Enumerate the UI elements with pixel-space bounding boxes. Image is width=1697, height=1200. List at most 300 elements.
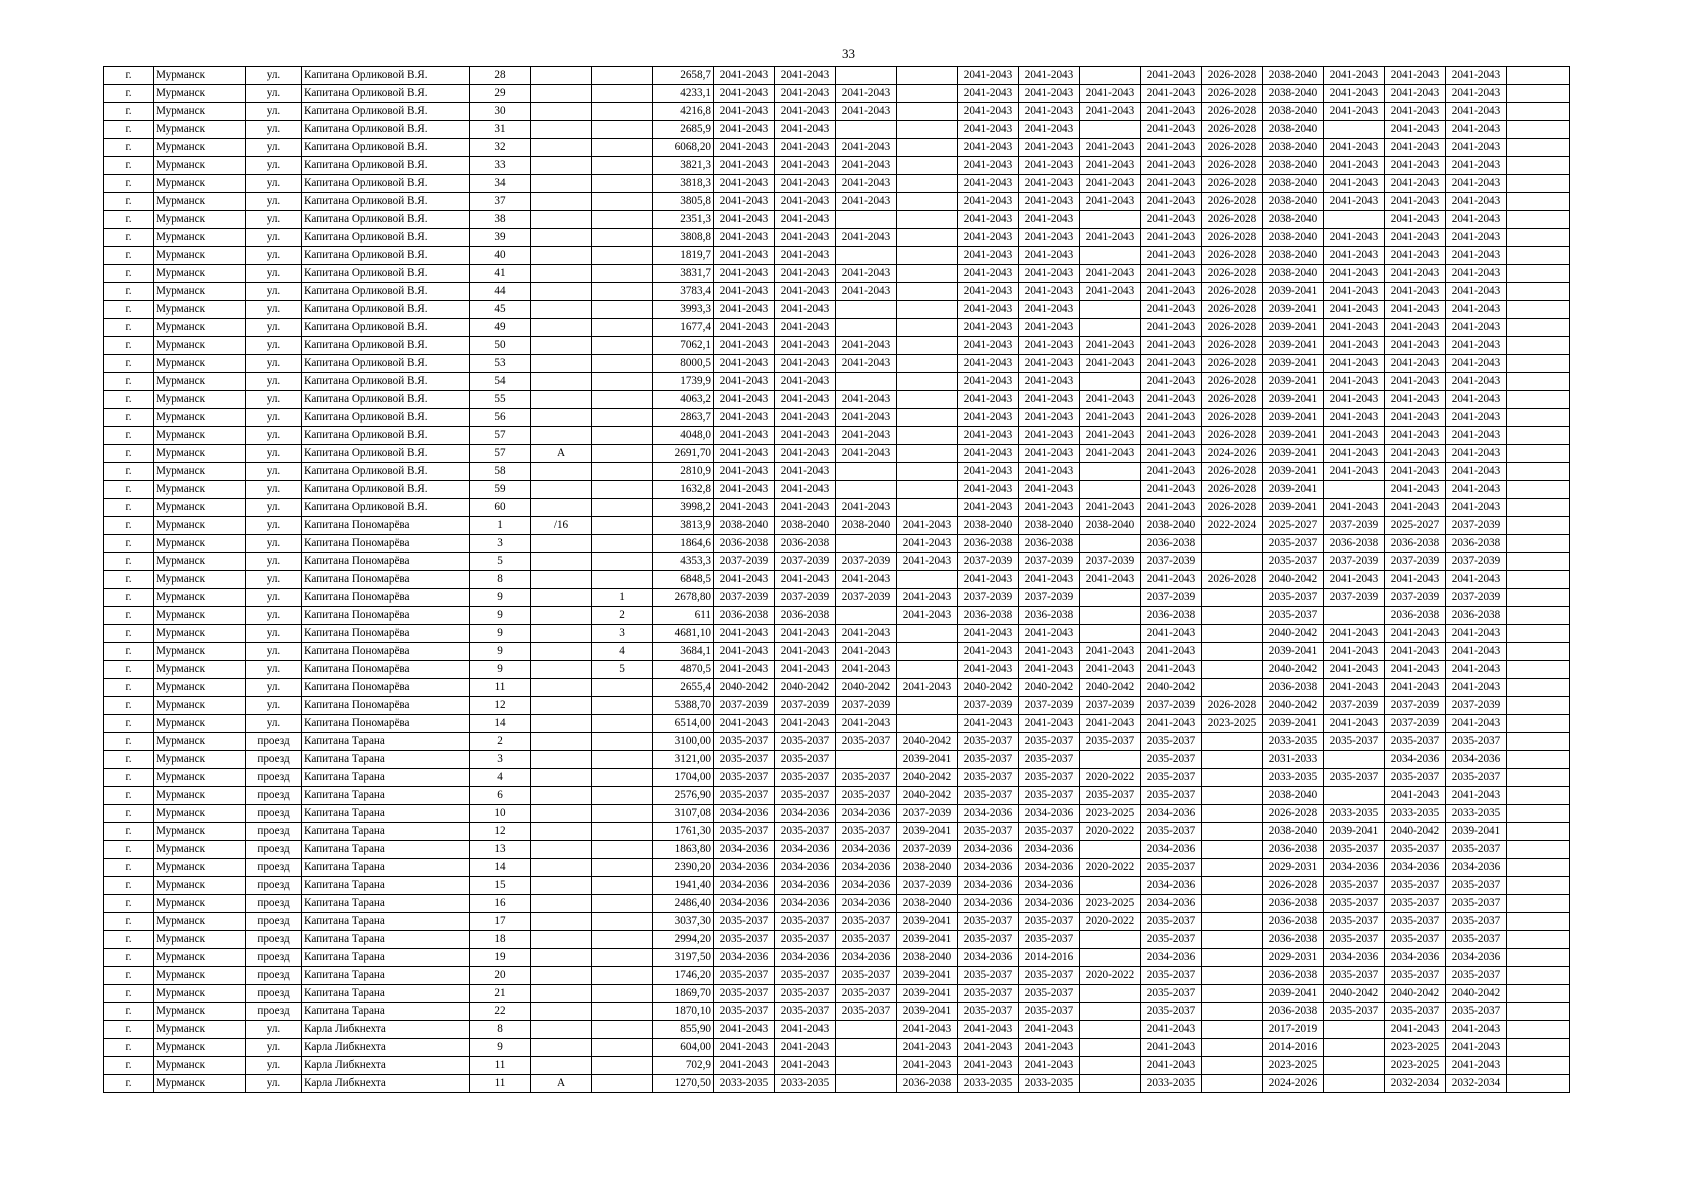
city-type-cell: г. — [104, 211, 154, 229]
repair-period-cell: 2034-2036 — [1019, 895, 1080, 913]
repair-period-cell: 2041-2043 — [1385, 661, 1446, 679]
area-cell: 1941,40 — [653, 877, 714, 895]
repair-period-cell — [1202, 949, 1263, 967]
repair-period-cell: 2041-2043 — [1446, 427, 1507, 445]
repair-period-cell: 2041-2043 — [958, 355, 1019, 373]
repair-period-cell: 2041-2043 — [714, 625, 775, 643]
repair-period-cell: 2035-2037 — [1446, 733, 1507, 751]
repair-period-cell: 2039-2041 — [1263, 319, 1324, 337]
repair-period-cell — [836, 67, 897, 85]
city-name-cell: Мурманск — [154, 571, 246, 589]
repair-period-cell: 2036-2038 — [775, 607, 836, 625]
repair-period-cell: 2038-2040 — [1263, 193, 1324, 211]
repair-period-cell — [1507, 391, 1570, 409]
repair-period-cell — [1507, 553, 1570, 571]
repair-period-cell: 2041-2043 — [1141, 1021, 1202, 1039]
building-number-cell — [592, 985, 653, 1003]
repair-period-cell: 2034-2036 — [1141, 949, 1202, 967]
repair-period-cell: 2035-2037 — [836, 733, 897, 751]
house-number-cell: 12 — [470, 697, 531, 715]
repair-period-cell: 2020-2022 — [1080, 859, 1141, 877]
repair-period-cell: 2037-2039 — [1019, 553, 1080, 571]
house-number-cell: 30 — [470, 103, 531, 121]
repair-period-cell: 2041-2043 — [1324, 175, 1385, 193]
repair-period-cell: 2041-2043 — [1141, 301, 1202, 319]
repair-period-cell: 2041-2043 — [1141, 337, 1202, 355]
area-cell: 1739,9 — [653, 373, 714, 391]
street-type-cell: ул. — [246, 445, 302, 463]
repair-period-cell: 2034-2036 — [958, 895, 1019, 913]
repair-period-cell: 2039-2041 — [1263, 499, 1324, 517]
repair-period-cell: 2034-2036 — [714, 949, 775, 967]
street-type-cell: проезд — [246, 895, 302, 913]
repair-period-cell — [1507, 679, 1570, 697]
house-number-cell: 28 — [470, 67, 531, 85]
city-name-cell: Мурманск — [154, 517, 246, 535]
city-type-cell: г. — [104, 769, 154, 787]
repair-period-cell: 2041-2043 — [958, 265, 1019, 283]
repair-period-cell: 2037-2039 — [1080, 697, 1141, 715]
repair-period-cell — [1507, 283, 1570, 301]
repair-period-cell: 2026-2028 — [1202, 337, 1263, 355]
repair-period-cell: 2026-2028 — [1202, 499, 1263, 517]
repair-period-cell — [1202, 553, 1263, 571]
city-name-cell: Мурманск — [154, 913, 246, 931]
repair-period-cell: 2041-2043 — [775, 85, 836, 103]
repair-period-cell: 2026-2028 — [1202, 157, 1263, 175]
city-type-cell: г. — [104, 895, 154, 913]
repair-period-cell: 2041-2043 — [1141, 715, 1202, 733]
repair-period-cell: 2041-2043 — [897, 679, 958, 697]
repair-period-cell: 2035-2037 — [775, 985, 836, 1003]
repair-period-cell: 2041-2043 — [1019, 157, 1080, 175]
repair-period-cell: 2037-2039 — [1446, 589, 1507, 607]
repair-period-cell: 2022-2024 — [1202, 517, 1263, 535]
street-type-cell: ул. — [246, 67, 302, 85]
table-row — [104, 985, 1570, 1003]
repair-period-cell — [897, 445, 958, 463]
street-type-cell: ул. — [246, 247, 302, 265]
repair-period-cell: 2039-2041 — [1263, 373, 1324, 391]
house-letter-cell — [531, 499, 592, 517]
repair-period-cell — [897, 103, 958, 121]
area-cell: 4681,10 — [653, 625, 714, 643]
repair-period-cell: 2041-2043 — [1324, 625, 1385, 643]
table-row — [104, 265, 1570, 283]
repair-period-cell: 2037-2039 — [1446, 517, 1507, 535]
repair-period-cell: 2041-2043 — [958, 481, 1019, 499]
repair-period-cell: 2035-2037 — [1141, 1003, 1202, 1021]
repair-period-cell — [1507, 337, 1570, 355]
city-type-cell: г. — [104, 841, 154, 859]
city-name-cell: Мурманск — [154, 319, 246, 337]
repair-period-cell — [1507, 481, 1570, 499]
repair-period-cell — [1080, 931, 1141, 949]
house-number-cell: 21 — [470, 985, 531, 1003]
city-type-cell: г. — [104, 733, 154, 751]
street-name-cell: Капитана Орликовой В.Я. — [302, 283, 470, 301]
street-type-cell: ул. — [246, 481, 302, 499]
repair-period-cell: 2026-2028 — [1202, 139, 1263, 157]
house-letter-cell — [531, 1039, 592, 1057]
repair-period-cell: 2041-2043 — [1080, 283, 1141, 301]
repair-period-cell: 2034-2036 — [714, 895, 775, 913]
area-cell: 3037,30 — [653, 913, 714, 931]
street-type-cell: ул. — [246, 103, 302, 121]
repair-period-cell: 2034-2036 — [1446, 859, 1507, 877]
repair-period-cell: 2036-2038 — [1385, 535, 1446, 553]
house-letter-cell — [531, 337, 592, 355]
repair-period-cell: 2041-2043 — [1080, 661, 1141, 679]
repair-period-cell: 2037-2039 — [1141, 553, 1202, 571]
repair-period-cell — [836, 1075, 897, 1093]
repair-period-cell: 2041-2043 — [958, 445, 1019, 463]
repair-period-cell: 2041-2043 — [1324, 355, 1385, 373]
street-type-cell: ул. — [246, 337, 302, 355]
repair-period-cell: 2041-2043 — [958, 499, 1019, 517]
house-letter-cell — [531, 949, 592, 967]
repair-period-cell: 2029-2031 — [1263, 859, 1324, 877]
repair-period-cell: 2041-2043 — [775, 1039, 836, 1057]
repair-period-cell: 2041-2043 — [1080, 157, 1141, 175]
repair-period-cell: 2037-2039 — [1324, 553, 1385, 571]
table-row — [104, 319, 1570, 337]
repair-period-cell — [1080, 319, 1141, 337]
repair-period-cell — [1202, 931, 1263, 949]
street-type-cell: проезд — [246, 949, 302, 967]
repair-period-cell: 2041-2043 — [775, 427, 836, 445]
repair-period-cell: 2041-2043 — [1385, 679, 1446, 697]
street-name-cell: Капитана Орликовой В.Я. — [302, 427, 470, 445]
repair-period-cell: 2034-2036 — [1019, 859, 1080, 877]
area-cell: 2576,90 — [653, 787, 714, 805]
repair-period-cell: 2035-2037 — [1324, 913, 1385, 931]
area-cell: 1819,7 — [653, 247, 714, 265]
area-cell: 604,00 — [653, 1039, 714, 1057]
house-letter-cell — [531, 1003, 592, 1021]
table-row — [104, 805, 1570, 823]
repair-period-cell: 2041-2043 — [1385, 229, 1446, 247]
repair-period-cell: 2026-2028 — [1202, 427, 1263, 445]
repair-period-cell: 2041-2043 — [775, 67, 836, 85]
street-name-cell: Капитана Тарана — [302, 895, 470, 913]
street-name-cell: Капитана Орликовой В.Я. — [302, 355, 470, 373]
repair-period-cell — [1202, 859, 1263, 877]
city-type-cell: г. — [104, 517, 154, 535]
repair-period-cell: 2036-2038 — [1263, 679, 1324, 697]
repair-period-cell: 2035-2037 — [775, 823, 836, 841]
street-name-cell: Капитана Пономарёва — [302, 679, 470, 697]
repair-period-cell — [1324, 1057, 1385, 1075]
repair-period-cell: 2034-2036 — [836, 877, 897, 895]
city-type-cell: г. — [104, 193, 154, 211]
repair-period-cell — [1507, 895, 1570, 913]
house-letter-cell — [531, 769, 592, 787]
repair-period-cell: 2041-2043 — [714, 355, 775, 373]
repair-period-cell: 2041-2043 — [714, 445, 775, 463]
repair-period-cell: 2035-2037 — [958, 769, 1019, 787]
repair-period-cell — [1080, 1075, 1141, 1093]
repair-period-cell: 2041-2043 — [1446, 103, 1507, 121]
city-type-cell: г. — [104, 319, 154, 337]
repair-period-cell: 2041-2043 — [1324, 409, 1385, 427]
street-type-cell: ул. — [246, 553, 302, 571]
city-name-cell: Мурманск — [154, 733, 246, 751]
repair-period-cell: 2036-2038 — [1324, 535, 1385, 553]
area-cell: 855,90 — [653, 1021, 714, 1039]
table-row — [104, 643, 1570, 661]
repair-period-cell: 2041-2043 — [1019, 139, 1080, 157]
repair-period-cell: 2026-2028 — [1202, 229, 1263, 247]
building-number-cell — [592, 1075, 653, 1093]
table-row — [104, 895, 1570, 913]
repair-period-cell — [1507, 949, 1570, 967]
house-number-cell: 11 — [470, 1075, 531, 1093]
repair-period-cell: 2041-2043 — [1446, 193, 1507, 211]
area-cell: 7062,1 — [653, 337, 714, 355]
repair-period-cell: 2041-2043 — [958, 139, 1019, 157]
repair-period-cell: 2035-2037 — [1019, 769, 1080, 787]
repair-period-cell: 2035-2037 — [1263, 535, 1324, 553]
repair-period-cell — [1202, 1075, 1263, 1093]
building-number-cell — [592, 553, 653, 571]
street-name-cell: Карла Либкнехта — [302, 1075, 470, 1093]
repair-period-cell: 2035-2037 — [1263, 589, 1324, 607]
table-row — [104, 571, 1570, 589]
repair-period-cell: 2038-2040 — [1263, 67, 1324, 85]
repair-period-cell: 2041-2043 — [897, 589, 958, 607]
table-row — [104, 877, 1570, 895]
repair-period-cell: 2041-2043 — [1080, 103, 1141, 121]
repair-period-cell: 2039-2041 — [897, 913, 958, 931]
table-row — [104, 157, 1570, 175]
street-type-cell: проезд — [246, 841, 302, 859]
repair-period-cell: 2041-2043 — [1019, 1021, 1080, 1039]
city-type-cell: г. — [104, 463, 154, 481]
repair-period-cell: 2035-2037 — [1385, 967, 1446, 985]
repair-period-cell — [897, 427, 958, 445]
repair-period-cell: 2041-2043 — [836, 85, 897, 103]
repair-period-cell: 2026-2028 — [1202, 355, 1263, 373]
repair-period-cell: 2041-2043 — [1141, 373, 1202, 391]
table-row — [104, 733, 1570, 751]
building-number-cell — [592, 679, 653, 697]
repair-period-cell — [836, 301, 897, 319]
street-type-cell: ул. — [246, 571, 302, 589]
repair-period-cell: 2041-2043 — [1324, 193, 1385, 211]
area-cell: 1869,70 — [653, 985, 714, 1003]
repair-period-cell: 2034-2036 — [1324, 859, 1385, 877]
repair-period-cell: 2041-2043 — [1446, 247, 1507, 265]
repair-period-cell: 2041-2043 — [1019, 427, 1080, 445]
house-number-cell: 32 — [470, 139, 531, 157]
repair-period-cell: 2041-2043 — [775, 283, 836, 301]
building-number-cell — [592, 1021, 653, 1039]
city-name-cell: Мурманск — [154, 1075, 246, 1093]
repair-period-cell: 2038-2040 — [775, 517, 836, 535]
area-cell: 702,9 — [653, 1057, 714, 1075]
repair-period-cell: 2036-2038 — [1019, 607, 1080, 625]
repair-period-cell: 2040-2042 — [1141, 679, 1202, 697]
repair-period-cell: 2041-2043 — [1019, 229, 1080, 247]
repair-period-cell: 2041-2043 — [1019, 67, 1080, 85]
repair-period-cell: 2035-2037 — [958, 1003, 1019, 1021]
area-cell: 4063,2 — [653, 391, 714, 409]
street-name-cell: Капитана Пономарёва — [302, 553, 470, 571]
repair-period-cell: 2035-2037 — [1141, 931, 1202, 949]
building-number-cell — [592, 841, 653, 859]
city-name-cell: Мурманск — [154, 661, 246, 679]
repair-period-cell — [1507, 67, 1570, 85]
repair-period-cell — [897, 247, 958, 265]
repair-period-cell: 2041-2043 — [775, 139, 836, 157]
street-name-cell: Капитана Орликовой В.Я. — [302, 301, 470, 319]
repair-period-cell: 2037-2039 — [775, 553, 836, 571]
repair-period-cell: 2041-2043 — [1141, 319, 1202, 337]
repair-period-cell: 2026-2028 — [1202, 391, 1263, 409]
repair-period-cell: 2041-2043 — [958, 301, 1019, 319]
building-number-cell — [592, 805, 653, 823]
house-letter-cell — [531, 967, 592, 985]
city-type-cell: г. — [104, 1039, 154, 1057]
house-letter-cell — [531, 391, 592, 409]
city-name-cell: Мурманск — [154, 337, 246, 355]
area-cell: 8000,5 — [653, 355, 714, 373]
repair-period-cell: 2034-2036 — [836, 895, 897, 913]
repair-period-cell — [1324, 787, 1385, 805]
repair-period-cell: 2041-2043 — [958, 175, 1019, 193]
building-number-cell — [592, 823, 653, 841]
repair-period-cell: 2041-2043 — [1385, 1021, 1446, 1039]
repair-period-cell — [897, 319, 958, 337]
repair-period-cell: 2035-2037 — [1385, 877, 1446, 895]
repair-period-cell: 2041-2043 — [1080, 85, 1141, 103]
repair-period-cell: 2035-2037 — [1019, 751, 1080, 769]
city-name-cell: Мурманск — [154, 1003, 246, 1021]
repair-period-cell: 2041-2043 — [775, 409, 836, 427]
building-number-cell — [592, 157, 653, 175]
repair-period-cell: 2041-2043 — [958, 427, 1019, 445]
house-letter-cell — [531, 643, 592, 661]
repair-period-cell — [1507, 139, 1570, 157]
repair-period-cell: 2040-2042 — [897, 733, 958, 751]
repair-period-cell: 2041-2043 — [1385, 319, 1446, 337]
repair-period-cell: 2041-2043 — [1446, 481, 1507, 499]
table-row — [104, 229, 1570, 247]
area-cell: 1746,20 — [653, 967, 714, 985]
area-cell: 6068,20 — [653, 139, 714, 157]
house-number-cell: 49 — [470, 319, 531, 337]
table-row — [104, 355, 1570, 373]
repair-period-cell: 2039-2041 — [1263, 283, 1324, 301]
repair-period-cell: 2041-2043 — [775, 121, 836, 139]
repair-period-cell: 2037-2039 — [714, 697, 775, 715]
repair-period-cell — [1507, 409, 1570, 427]
house-letter-cell — [531, 229, 592, 247]
repair-period-cell — [836, 481, 897, 499]
repair-period-cell — [1202, 1003, 1263, 1021]
repair-period-cell: 2041-2043 — [1446, 463, 1507, 481]
table-row — [104, 1057, 1570, 1075]
city-name-cell: Мурманск — [154, 985, 246, 1003]
repair-period-cell: 2035-2037 — [1019, 931, 1080, 949]
street-type-cell: ул. — [246, 265, 302, 283]
repair-period-cell: 2026-2028 — [1202, 301, 1263, 319]
repair-period-cell: 2035-2037 — [1324, 1003, 1385, 1021]
repair-period-cell — [1202, 967, 1263, 985]
area-cell: 5388,70 — [653, 697, 714, 715]
repair-period-cell — [1507, 103, 1570, 121]
repair-period-cell — [1507, 625, 1570, 643]
street-name-cell: Капитана Орликовой В.Я. — [302, 265, 470, 283]
table-row — [104, 121, 1570, 139]
repair-period-cell: 2041-2043 — [1385, 283, 1446, 301]
repair-period-cell: 2035-2037 — [958, 967, 1019, 985]
city-name-cell: Мурманск — [154, 481, 246, 499]
repair-period-cell: 2040-2042 — [1263, 571, 1324, 589]
city-name-cell: Мурманск — [154, 373, 246, 391]
city-type-cell: г. — [104, 103, 154, 121]
repair-period-cell: 2040-2042 — [1019, 679, 1080, 697]
street-type-cell: проезд — [246, 967, 302, 985]
repair-period-cell: 2041-2043 — [1141, 355, 1202, 373]
repair-period-cell: 2041-2043 — [775, 193, 836, 211]
repair-period-cell: 2026-2028 — [1202, 247, 1263, 265]
house-number-cell: 12 — [470, 823, 531, 841]
repair-period-cell: 2035-2037 — [1385, 1003, 1446, 1021]
street-type-cell: ул. — [246, 85, 302, 103]
building-number-cell — [592, 301, 653, 319]
repair-period-cell: 2040-2042 — [897, 769, 958, 787]
repair-period-cell: 2041-2043 — [836, 499, 897, 517]
house-letter-cell — [531, 895, 592, 913]
repair-period-cell: 2041-2043 — [1446, 265, 1507, 283]
repair-period-cell — [1324, 607, 1385, 625]
city-type-cell: г. — [104, 499, 154, 517]
repair-period-cell: 2041-2043 — [714, 211, 775, 229]
city-name-cell: Мурманск — [154, 103, 246, 121]
building-number-cell — [592, 211, 653, 229]
city-name-cell: Мурманск — [154, 967, 246, 985]
repair-period-cell: 2034-2036 — [775, 949, 836, 967]
repair-period-cell: 2041-2043 — [1141, 85, 1202, 103]
repair-period-cell: 2041-2043 — [714, 463, 775, 481]
building-number-cell — [592, 769, 653, 787]
repair-period-cell: 2026-2028 — [1202, 265, 1263, 283]
repair-period-cell: 2039-2041 — [897, 967, 958, 985]
repair-period-cell: 2036-2038 — [1263, 895, 1324, 913]
city-name-cell: Мурманск — [154, 769, 246, 787]
house-number-cell: 50 — [470, 337, 531, 355]
repair-period-cell: 2035-2037 — [1446, 913, 1507, 931]
table-row — [104, 445, 1570, 463]
house-letter-cell — [531, 85, 592, 103]
repair-period-cell: 2041-2043 — [1385, 373, 1446, 391]
street-name-cell: Капитана Тарана — [302, 913, 470, 931]
repair-period-cell: 2036-2038 — [1385, 607, 1446, 625]
city-type-cell: г. — [104, 661, 154, 679]
repair-period-cell: 2035-2037 — [714, 787, 775, 805]
repair-period-cell — [1507, 571, 1570, 589]
repair-period-cell: 2037-2039 — [775, 589, 836, 607]
repair-period-cell: 2041-2043 — [1019, 175, 1080, 193]
house-letter-cell — [531, 607, 592, 625]
city-type-cell: г. — [104, 157, 154, 175]
repair-period-cell: 2041-2043 — [1080, 193, 1141, 211]
repair-period-cell — [1080, 121, 1141, 139]
area-cell: 1632,8 — [653, 481, 714, 499]
repair-period-cell: 2041-2043 — [958, 391, 1019, 409]
